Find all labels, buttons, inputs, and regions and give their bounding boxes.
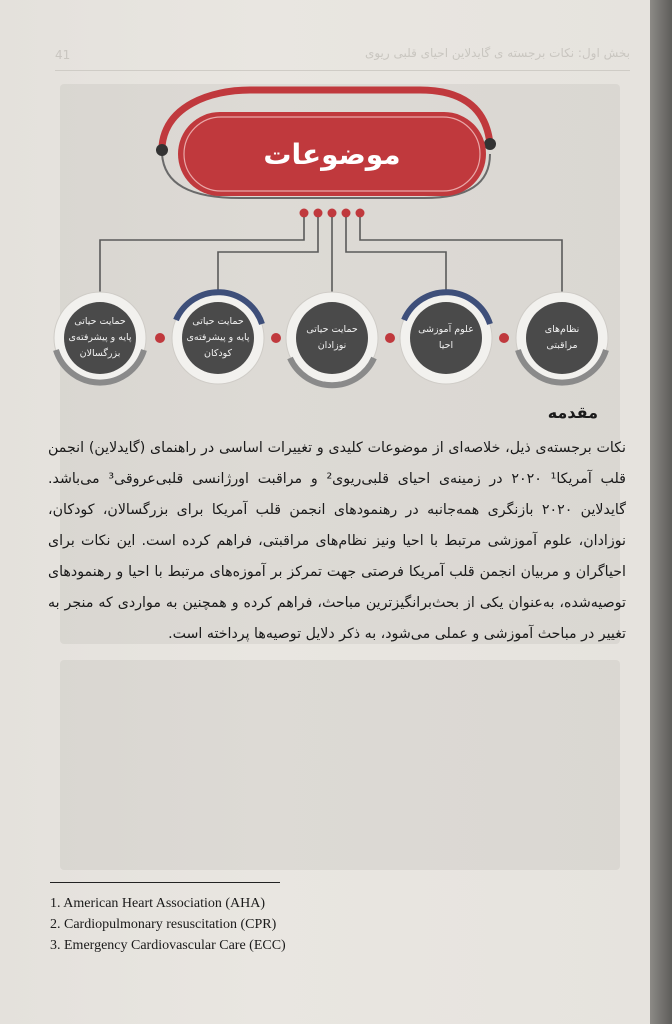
intro-paragraph: نکات برجسته‌ی ذیل، خلاصه‌ای از موضوعات کلیدی و تغییرات اساسی در راهنمای (گایدلاین) انجمن قلب آمریکا¹ ۲۰۲۰ در زمینه‌ی احیای قلبی‌ریوی² و مراقبت اورژانسی قلبی‌عروقی³ می‌باشد. گایدلاین ۲۰۲۰ بازنگری همه‌جانبه در رهنمودهای انجمن قلب آمریکا برای بزرگسالان، کودکان، نوزادان، علوم آموزشی مرتبط با احیا ونیز نظام‌های مراقبتی، فراهم کرده است. این نکات برای احیاگران و مربیان انجمن قلب آمریکا فرصتی جهت تمرکز بر آموزه‌های مرتبط با احیا و رهنمودهای توصیه‌شده، به‌عنوان یکی از بحث‌برانگیزترین مباحث، فراهم کرده و همچنین به مواردی که منجر به تغییر در مباحث آموزشی و عملی می‌شود، به ذکر دلایل توصیه‌ها پرداخته است. [48, 440, 626, 642]
running-header-title: بخش اول: نکات برجسته ی گایدلاین احیای قلبی ریوی [364, 46, 630, 60]
page-edge-shadow [650, 0, 672, 1024]
node-adult-life-support: حمایت حیاتی پایه و پیشرفته‌ی بزرگسالان [68, 316, 132, 359]
footnote-2: 2. Cardiopulmonary resuscitation (CPR) [50, 917, 277, 932]
bleed-through-block [60, 660, 620, 870]
footnote-1: 1. American Heart Association (AHA) [50, 896, 265, 911]
section-heading: مقدمه [547, 403, 598, 422]
footnotes [50, 893, 450, 956]
node-resuscitation-education: علوم آموزشی احیا [418, 324, 474, 351]
node-pediatric-life-support: حمایت حیاتی پایه و پیشرفته‌ی کودکان [186, 316, 250, 359]
footnote-3: 3. Emergency Cardiovascular Care (ECC) [50, 938, 286, 953]
footnote-divider [50, 882, 280, 883]
running-header [55, 46, 630, 71]
page-number: 41 [55, 48, 71, 62]
node-neonatal-life-support: حمایت حیاتی نوزادان [306, 324, 358, 351]
diagram-title: موضوعات [263, 137, 401, 171]
node-care-systems: نظام‌های مراقبتی [544, 324, 580, 351]
